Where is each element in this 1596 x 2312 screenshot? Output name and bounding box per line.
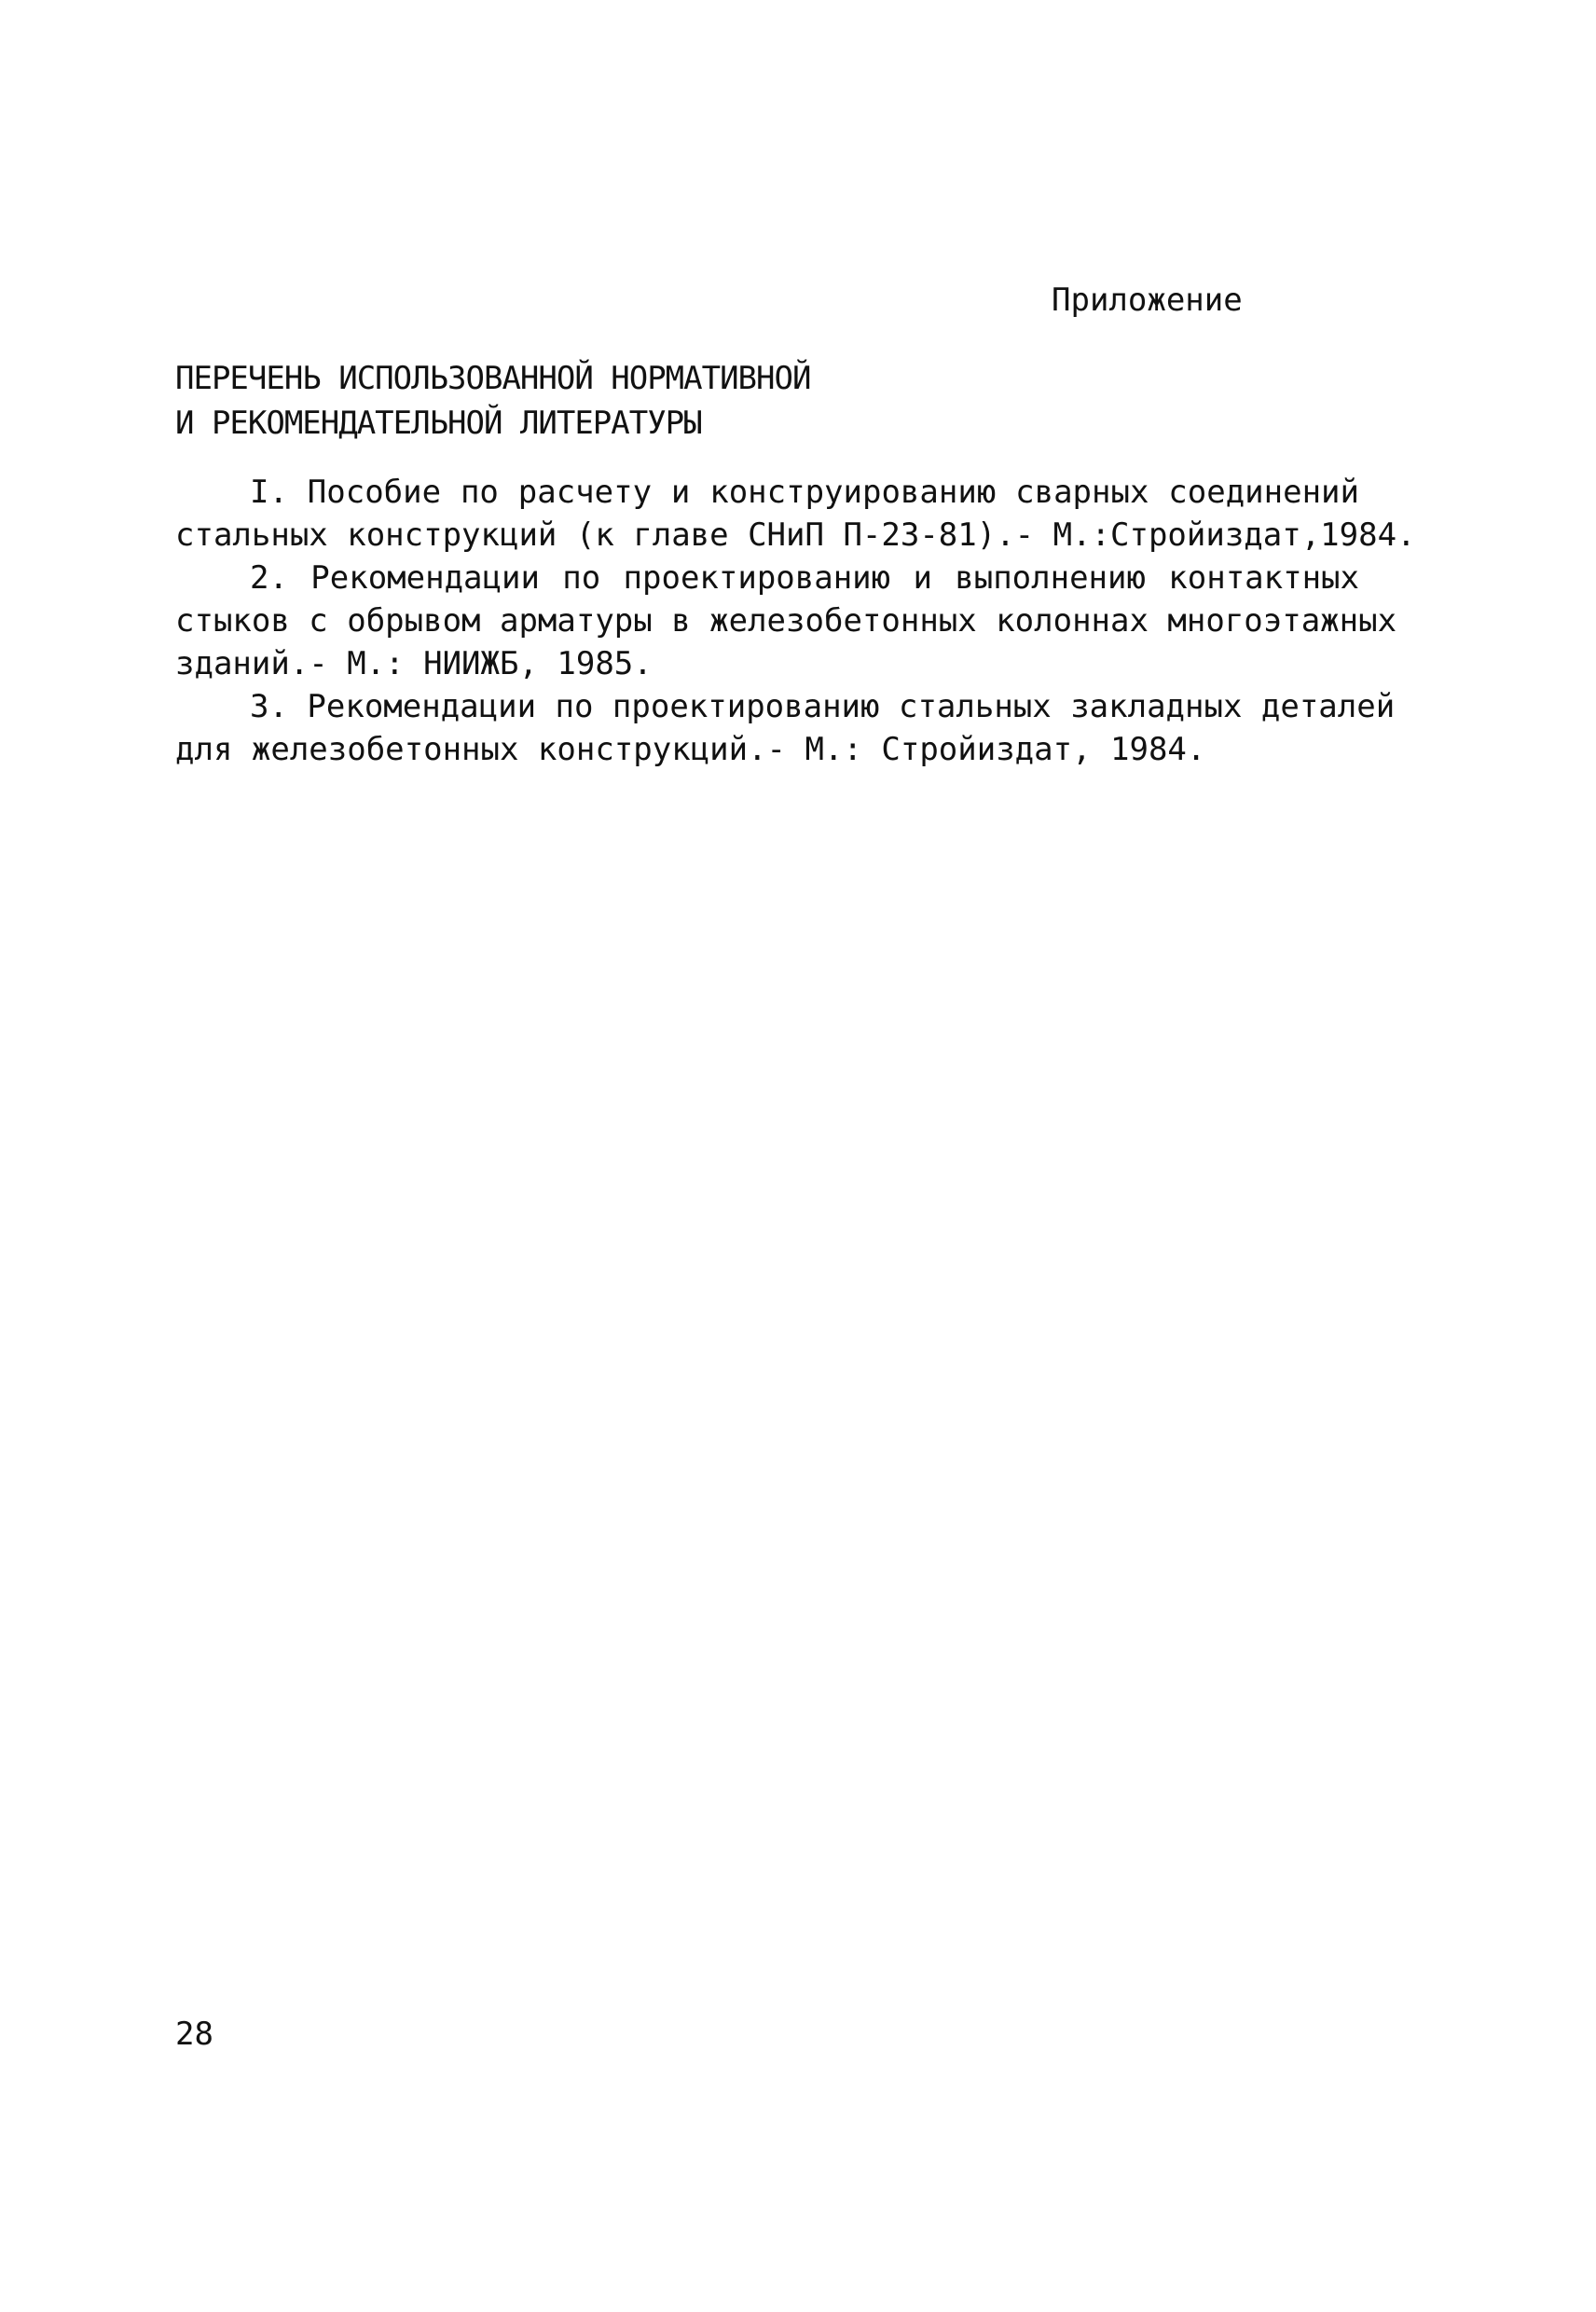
reference-item: [175, 685, 1396, 771]
reference-line: I. Пособие по расчету и конструированию сварных соединений: [250, 474, 1359, 511]
reference-line: для железобетонных конструкций.- М.: Стройиздат, 1984.: [175, 731, 1206, 768]
reference-line: стыков с обрывом арматуры в железобетонных колоннах многоэтажных: [175, 602, 1397, 640]
reference-item: [175, 557, 1397, 685]
list-title: [175, 356, 810, 446]
reference-line: зданий.- М.: НИИЖБ, 1985.: [175, 645, 653, 682]
appendix-label: Приложение: [1052, 282, 1243, 319]
reference-line: стальных конструкций (к главе СНиП П-23-81).- М.:Стройиздат,1984.: [175, 516, 1416, 554]
reference-item: [175, 471, 1416, 557]
title-line: ПЕРЕЧЕНЬ ИСПОЛЬЗОВАННОЙ НОРМАТИВНОЙ: [175, 360, 811, 397]
reference-line: 3. Рекомендации по проектированию стальных закладных деталей: [250, 688, 1396, 725]
reference-line: 2. Рекомендации по проектированию и выполнению контактных: [250, 559, 1359, 597]
page-number: 28: [175, 2016, 213, 2053]
title-line: И РЕКОМЕНДАТЕЛЬНОЙ ЛИТЕРАТУРЫ: [175, 405, 702, 442]
reference-list: [175, 471, 1416, 771]
